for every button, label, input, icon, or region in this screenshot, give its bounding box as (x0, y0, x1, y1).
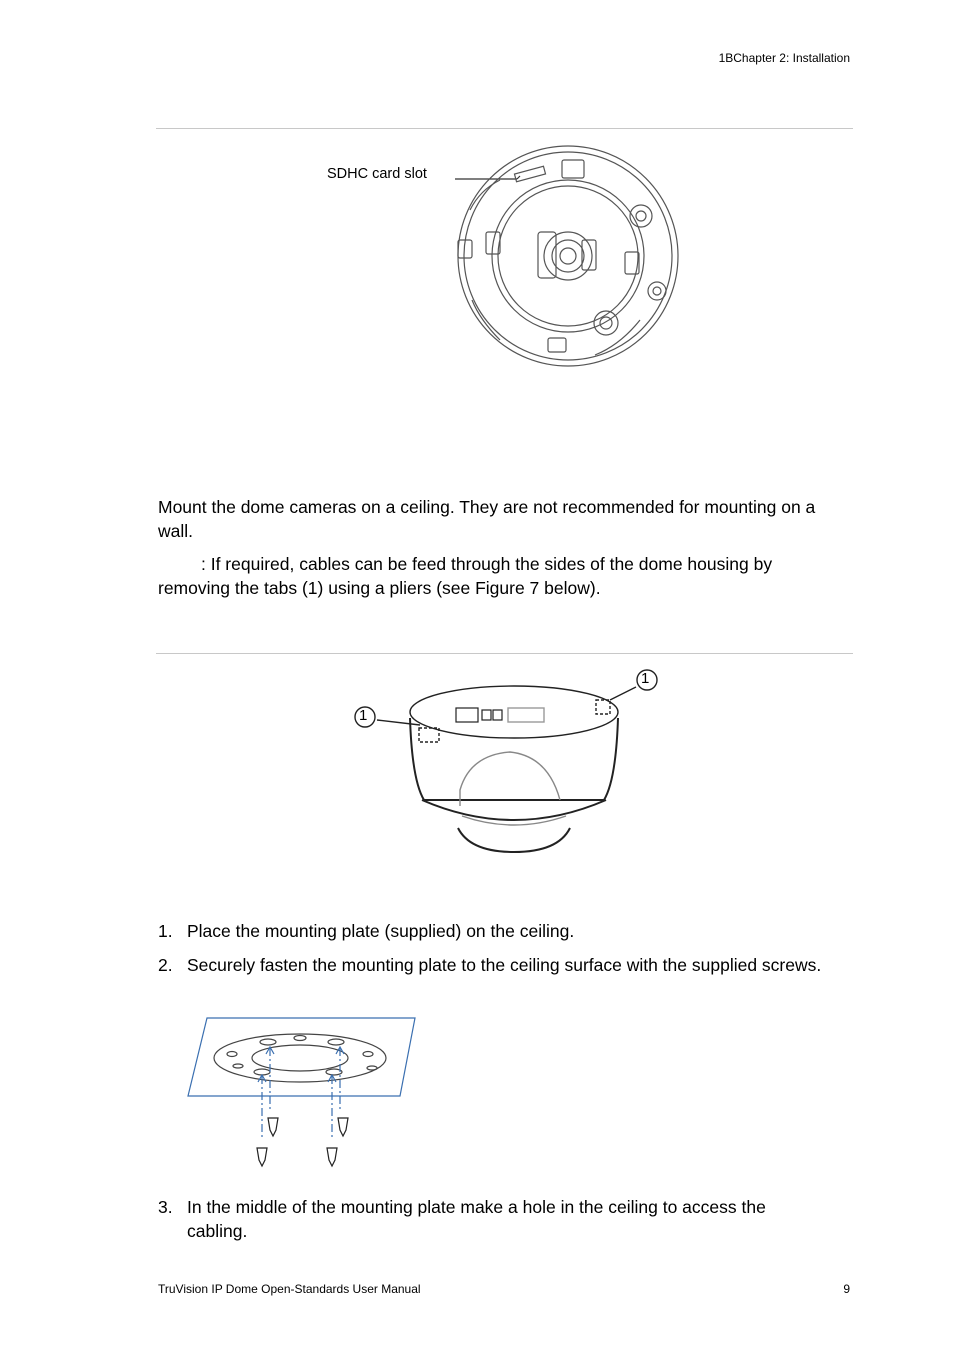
step-text: In the middle of the mounting plate make a hole in the ceiling to access the cabling. (187, 1197, 766, 1241)
step-number: 1. (158, 921, 173, 941)
mount-paragraph: Mount the dome cameras on a ceiling. They are not recommended for mounting on a wall. (158, 497, 816, 541)
sdhc-callout-label: SDHC card slot (327, 166, 427, 182)
page-number: 9 (843, 1282, 850, 1296)
footer-manual-title: TruVision IP Dome Open-Standards User Manual (158, 1282, 421, 1296)
step-text: Securely fasten the mounting plate to the ceiling surface with the supplied screws. (187, 955, 822, 975)
step-number: 2. (158, 955, 173, 975)
tab-callout-right: 1 (641, 670, 650, 687)
steps-list-b (158, 1195, 848, 1243)
list-item (158, 1195, 848, 1243)
running-header: 1BChapter 2: Installation (718, 51, 850, 65)
step-number: 3. (158, 1197, 173, 1217)
note-paragraph: : If required, cables can be feed through the sides of the dome housing by removing the tabs (1) using a pliers (see Figure 7 below). (158, 554, 773, 598)
tab-callout-left: 1 (359, 707, 368, 724)
step-text: Place the mounting plate (supplied) on the ceiling. (187, 921, 575, 941)
